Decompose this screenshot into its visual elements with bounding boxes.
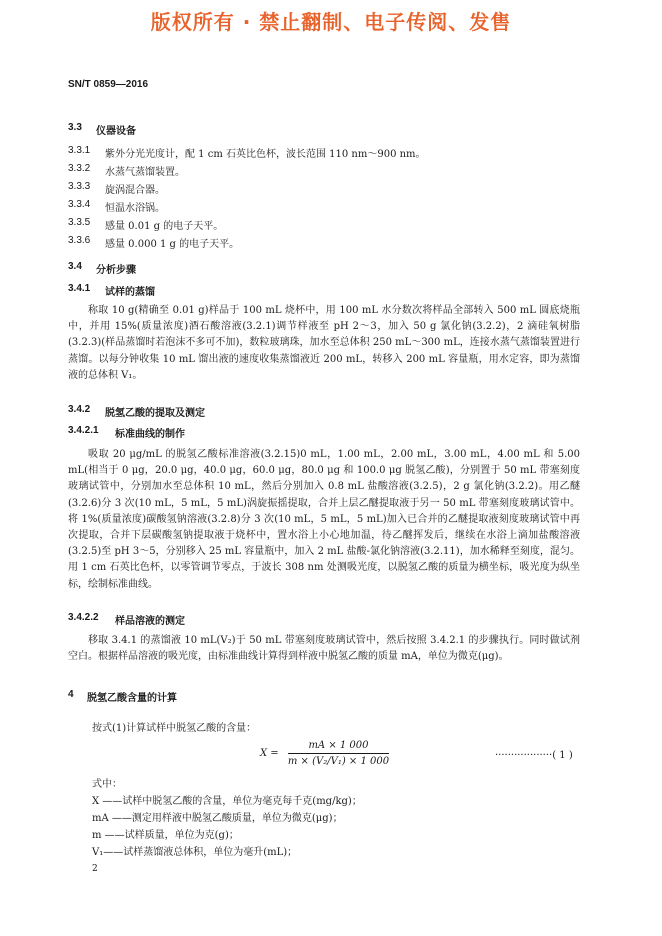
section-number: 3.4 xyxy=(68,261,82,272)
paragraph: 移取 3.4.1 的蒸馏液 10 mL(V₂)于 50 mL 带塞刻度玻璃试管中，然后按照 3.4.2.1 的步骤执行。同时做试剂空白。根据样品溶液的吸光度，由标准曲线计算得到样液中脱氢乙酸的质量 mA，单位为微克(μg)。 xyxy=(68,635,580,663)
section-title: 脱氢乙酸含量的计算 xyxy=(87,693,177,704)
section-title: 样品溶液的测定 xyxy=(115,616,185,627)
where-label: 式中： xyxy=(92,779,122,790)
section-number: 3.4.2.1 xyxy=(68,425,99,436)
section-title: 脱氢乙酸的提取及测定 xyxy=(105,408,205,419)
section-number: 3.4.2.2 xyxy=(68,612,99,623)
item-text: 旋涡混合器。 xyxy=(105,185,165,196)
section-title: 仪器设备 xyxy=(96,126,136,137)
item-text: 感量 0.000 1 g 的电子天平。 xyxy=(105,239,240,250)
variable-definition: X ——试样中脱氢乙酸的含量，单位为毫克每千克(mg/kg)； xyxy=(92,796,362,807)
item-text: 水蒸气蒸馏装置。 xyxy=(105,167,185,178)
formula-fraction xyxy=(288,740,389,767)
item-number: 3.3.1 xyxy=(68,145,91,156)
section-number: 3.3 xyxy=(68,122,82,133)
variable-definition: V₁——试样蒸馏液总体积，单位为毫升(mL)； xyxy=(92,847,298,858)
equation-number: ··················( 1 ) xyxy=(495,750,573,761)
item-text: 紫外分光光度计，配 1 cm 石英比色杯，波长范围 110 nm～900 nm。 xyxy=(105,149,426,160)
item-number: 3.3.5 xyxy=(68,217,91,228)
item-number: 3.3.3 xyxy=(68,181,91,192)
item-text: 恒温水浴锅。 xyxy=(105,203,165,214)
section-number: 4 xyxy=(68,689,74,700)
formula-numerator: mA × 1 000 xyxy=(288,740,389,754)
item-text: 感量 0.01 g 的电子天平。 xyxy=(105,221,224,232)
section-number: 3.4.1 xyxy=(68,283,91,294)
watermark: 版权所有 · 禁止翻制、电子传阅、发售 xyxy=(150,10,512,34)
paragraph: 称取 10 g(精确至 0.01 g)样品于 100 mL 烧杯中，用 100 mL 水分数次将样品全部转入 500 mL 圆底烧瓶中，并用 15%(质量浓度)酒石酸溶液(3.2.1)调节样液至 pH 2～3，加入 50 g 氯化钠(3.2.2)，2 滴硅氧树脂(3.2.3)(样品蒸馏时若泡沫不多可不加)，数粒玻璃珠，加水至总体积 250 mL～300 mL，连接水蒸气蒸馏装置进行蒸馏。以每分钟收集 10 mL 馏出液的速度收集蒸馏液近 200 mL，转移入 200 mL 容量瓶，用水定容，即为蒸馏液的总体积 V₁。 xyxy=(68,305,580,381)
item-number: 3.3.4 xyxy=(68,199,91,210)
section-title: 标准曲线的制作 xyxy=(115,429,185,440)
section-number: 3.4.2 xyxy=(68,404,91,415)
formula-denominator: m × (V₂/V₁) × 1 000 xyxy=(287,756,390,767)
item-number: 3.3.2 xyxy=(68,163,91,174)
section-title: 分析步骤 xyxy=(96,265,136,276)
standard-code: SN/T 0859—2016 xyxy=(68,79,149,90)
formula-lhs: X = xyxy=(260,748,279,759)
formula-intro: 按式(1)计算试样中脱氢乙酸的含量： xyxy=(92,723,257,734)
section-title: 试样的蒸馏 xyxy=(105,287,155,298)
variable-definition: mA ——测定用样液中脱氢乙酸质量，单位为微克(μg)； xyxy=(92,813,343,824)
item-number: 3.3.6 xyxy=(68,235,91,246)
variable-definition: m ——试样质量，单位为克(g)； xyxy=(92,830,239,841)
formula xyxy=(260,740,389,767)
page-number: 2 xyxy=(92,864,98,874)
paragraph: 吸取 20 μg/mL 的脱氢乙酸标准溶液(3.2.15)0 mL，1.00 mL，2.00 mL，3.00 mL，4.00 mL 和 5.00 mL(相当于 0 μg，20.0 μg，40.0 μg，60.0 μg，80.0 μg 和 100.0 μg 脱氢乙酸)，分别置于 50 mL 带塞刻度玻璃试管中，分别加水至总体积 10 mL，然后分别加入 0.8 mL 盐酸溶液(3.2.5)，2 g 氯化钠(3.2.2)。用乙醚(3.2.6)分 3 次(10 mL，5 mL，5 mL)涡旋振摇提取，合并上层乙醚提取液于另一 50 mL 带塞刻度玻璃试管中。将 1%(质量浓度)碳酸氢钠溶液(3.2.8)分 3 次(10 mL，5 mL，5 mL)加入已合并的乙醚提取液刻度玻璃试管中再次提取，合并下层碳酸氢钠提取液于烧杯中，置水浴上小心地加温，待乙醚挥发后，继续在水浴上滴加盐酸溶液(3.2.5)至 pH 3～5，分别移入 25 mL 容量瓶中，加入 2 mL 盐酸-氯化钠溶液(3.2.11)，加水稀释至刻度，混匀。用 1 cm 石英比色杯，以零管调节零点，于波长 308 nm 处测吸光度，以脱氢乙酸的质量为横坐标，吸光度为纵坐标，绘制标准曲线。 xyxy=(68,449,580,590)
